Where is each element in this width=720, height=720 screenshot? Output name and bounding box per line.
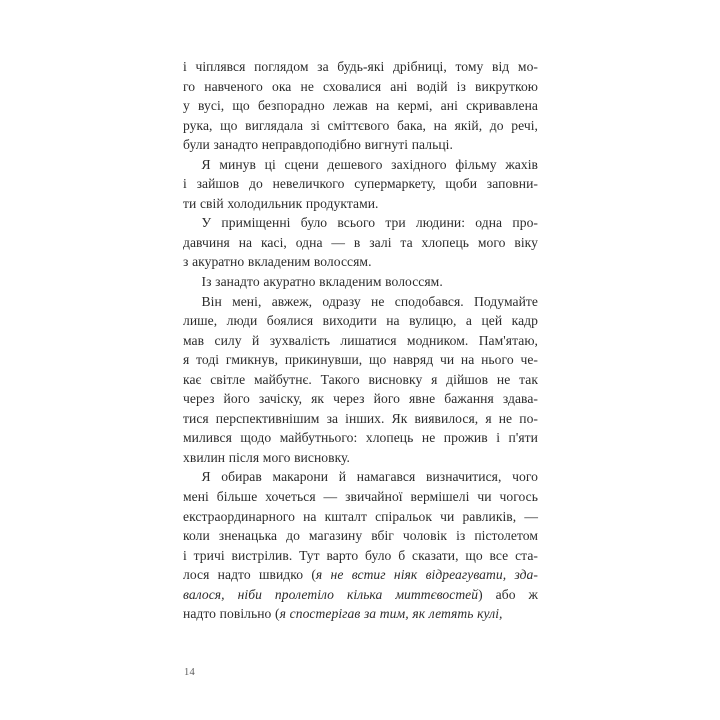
text-line-content: надто повільно ( [183, 606, 280, 622]
text-line: кає світле майбутнє. Такого висновку я дійшов не так [183, 371, 538, 387]
text-line-content: лося надто швидко ( [183, 567, 316, 583]
text-line [183, 467, 538, 487]
text-line: я тоді гмикнув, прикинувши, що навряд чи на нього че- [183, 352, 538, 368]
text-line: мав силу й зухвалість лишатися модником. Пам'ятаю, [183, 332, 538, 348]
text-line: го навченого ока не сховалися ані водій із викруткою [183, 78, 538, 94]
text-line: через його зачіску, як через його явне бажання здава- [183, 391, 538, 407]
text-line: давчиня на касі, одна — в залі та хлопець мого віку [183, 234, 538, 250]
text-line: тися перспективнішим за інших. Як виявилося, я не по- [183, 410, 538, 426]
text-line-content: Він мені, авжеж, одразу не сподобався. Подумайте [201, 293, 538, 309]
text-line-content: ) або ж [478, 586, 538, 602]
paragraph [183, 155, 538, 214]
text-line-content: У приміщенні було всього три людини: одна про- [201, 215, 538, 231]
text-line [183, 604, 538, 624]
text-line: у вусі, що безпорадно лежав на кермі, ані скривавлена [183, 98, 538, 114]
paragraph [183, 272, 538, 292]
text-line: коли зненацька до магазину вбіг чоловік із пістолетом [183, 528, 538, 544]
text-line: і чіплявся поглядом за будь-які дрібниці, тому від мо- [183, 59, 538, 74]
text-line: були занадто неправдоподібно вигнуті пальці. [183, 137, 453, 153]
text-line: мені більше хочеться — звичайної вермішелі чи чогось [183, 489, 538, 505]
emphasis-text: валося, ніби пролетіло кілька миттєвостей [183, 586, 479, 602]
text-line-content: Я обирав макарони й намагався визначитися, чого [201, 469, 538, 485]
text-line: екстраординарного на кшталт спіральок чи равликів, — [183, 508, 538, 524]
text-line: лише, люди боялися виходити на вулицю, а цей кадр [183, 313, 538, 329]
text-line [183, 272, 538, 292]
text-line [183, 292, 538, 312]
text-line: рука, що виглядала зі сміттєвого бака, на якій, до речі, [183, 117, 538, 133]
paragraph [183, 57, 538, 155]
text-line: милився щодо майбутнього: хлопець не прожив і п'яти [183, 430, 538, 446]
text-line: і тричі вистрілив. Тут варто було б сказати, що все ста- [183, 547, 538, 563]
text-line [183, 213, 538, 233]
paragraph [183, 292, 538, 468]
text-line: ти свій холодильник продуктами. [183, 195, 379, 211]
text-line: і зайшов до невеличкого супермаркету, щоби заповни- [183, 176, 538, 192]
emphasis-text: я не встиг ніяк відреагувати, зда- [315, 567, 538, 583]
page-number: 14 [184, 667, 196, 678]
emphasis-text: я спостерігав за тим, як летять кулі, [279, 606, 503, 622]
paragraph [183, 467, 538, 623]
text-line [183, 585, 538, 605]
text-line [183, 155, 538, 175]
text-line: з акуратно вкладеним волоссям. [183, 254, 372, 270]
text-line: хвилин після мого висновку. [183, 449, 350, 465]
text-line [183, 565, 538, 585]
text-column [183, 57, 538, 624]
text-line-content: Я минув ці сцени дешевого західного фільму жахів [201, 156, 538, 172]
paragraph [183, 213, 538, 272]
text-line-content: Із занадто акуратно вкладеним волоссям. [201, 274, 443, 290]
